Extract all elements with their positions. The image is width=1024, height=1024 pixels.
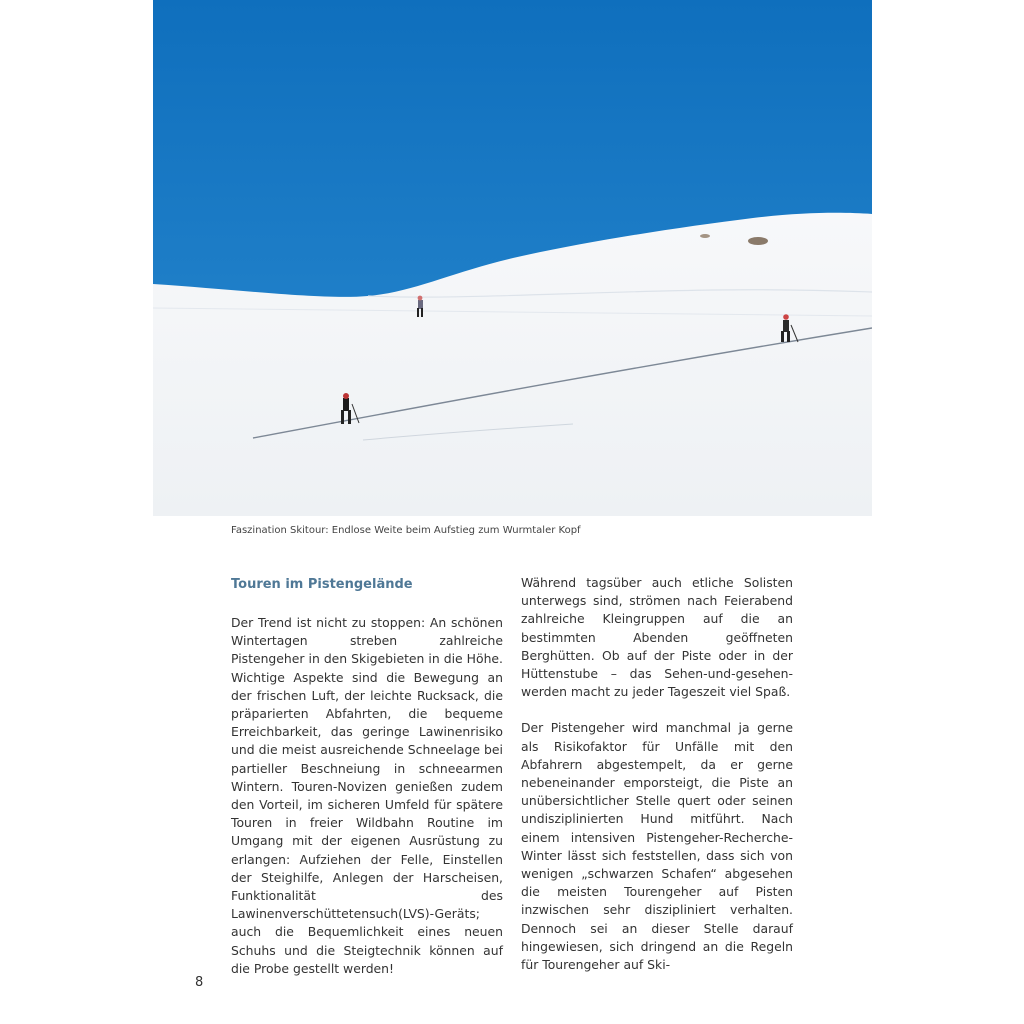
body-paragraph: Der Pistengeher wird manchmal ja gerne als Risikofaktor für Unfälle mit den Abfahrern abgestempelt, da er gerne nebeneinander emporsteigt, die Piste an unübersichtlicher Stelle quert oder seinen undisziplinierten Hund mitführt. Nach einem intensiven Pistengeher-Recherche-Winter lässt sich feststellen, dass sich von wenigen „schwarzen Schafen“ abgesehen die meisten Tourengeher auf Pisten inzwischen sehr diszipliniert verhalten. Dennoch sei an dieser Stelle darauf hingewiesen, sich dringend an die Regeln für Tourengeher auf Ski- — [521, 720, 793, 973]
rock — [748, 237, 768, 245]
snow-slope-illustration — [153, 0, 872, 516]
header-photo — [153, 0, 872, 516]
photo-caption: Faszination Skitour: Endlose Weite beim Aufstieg zum Wurmtaler Kopf — [231, 525, 581, 536]
body-paragraph: Während tagsüber auch etliche Solisten unterwegs sind, strömen nach Feierabend zahlreiche Kleingruppen auf die an bestimmten Abenden geöffneten Berghütten. Ob auf der Piste oder in der Hüttenstube – das Sehen-und-gesehen-werden macht zu jeder Tageszeit viel Spaß. — [521, 575, 793, 700]
left-column — [231, 574, 503, 996]
right-column — [521, 574, 793, 992]
page-number: 8 — [195, 975, 204, 990]
section-heading: Touren im Pistengelände — [231, 577, 413, 592]
body-paragraph: Der Trend ist nicht zu stoppen: An schönen Wintertagen streben zahlreiche Pistengeher in den Skigebieten in die Höhe. Wichtige Aspekte sind die Bewegung an der frischen Luft, der leichte Rucksack, die präparierten Abfahrten, die bequeme Erreichbarkeit, das geringe Lawinenrisiko und die meist ausreichende Schneelage bei partieller Beschneiung in schneearmen Wintern. Touren-Novizen genießen zudem den Vorteil, im sicheren Umfeld für spätere Touren in freier Wildbahn Routine im Umgang mit der eigenen Ausrüstung zu erlangen: Aufziehen der Felle, Einstellen der Steighilfe, Anlegen der Harscheisen, Funktionalität des Lawinenverschüttetensuch(LVS)-Geräts; auch die Bequemlichkeit eines neuen Schuhs und die Steigtechnik können auf die Probe gestellt werden! — [231, 615, 503, 976]
